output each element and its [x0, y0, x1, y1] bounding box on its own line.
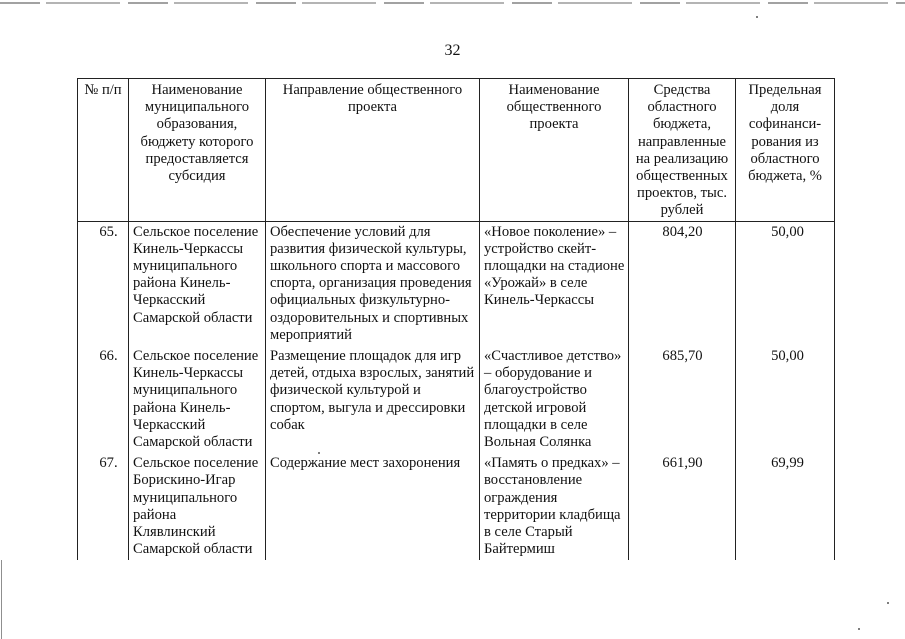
header-funds: Средства областного бюджета, направленные на реализацию общественных проектов, тыс. рублей [629, 79, 736, 222]
row-funds: 804,20 [629, 221, 736, 346]
row-share: 50,00 [736, 221, 835, 346]
row-funds: 685,70 [629, 346, 736, 453]
row-share: 69,99 [736, 453, 835, 560]
header-share: Предельная доля софинанси-рования из областного бюджета, % [736, 79, 835, 222]
subsidy-table [77, 78, 835, 560]
row-direction: Обеспечение условий для развития физической культуры, школьного спорта и массового спорта, организация проведения официальных физкультурно-оздоровительных и спортивных мероприятий [266, 221, 480, 346]
scan-speck [858, 628, 860, 630]
scan-top-edge [0, 2, 905, 4]
row-number: 66. [78, 346, 129, 453]
row-project: «Счастливое детство» – оборудование и благоустройство детской игровой площадки в селе Вольная Солянка [480, 346, 629, 453]
table-row [78, 453, 835, 560]
table-row [78, 221, 835, 346]
row-municipality: Сельское поселение Кинель-Черкассы муниципального района Кинель-Черкасский Самарской области [129, 221, 266, 346]
scan-left-edge [1, 560, 2, 639]
header-direction: Направление общественного проекта [266, 79, 480, 222]
scan-speck [887, 602, 889, 604]
header-project: Наименование общественного проекта [480, 79, 629, 222]
page-number: 32 [444, 42, 461, 59]
row-number: 67. [78, 453, 129, 560]
row-direction: Размещение площадок для игр детей, отдыха взрослых, занятий физической культурой и спортом, выгула и дрессировки собак [266, 346, 480, 453]
header-number: № п/п [78, 79, 129, 222]
scan-speck [756, 16, 758, 18]
row-direction: Содержание мест захоронения [266, 453, 480, 560]
row-project: «Новое поколение» – устройство скейт-площадки на стадионе «Урожай» в селе Кинель-Черкассы [480, 221, 629, 346]
row-municipality: Сельское поселение Борискино-Игар муниципального района Клявлинский Самарской области [129, 453, 266, 560]
row-municipality: Сельское поселение Кинель-Черкассы муниципального района Кинель-Черкасский Самарской области [129, 346, 266, 453]
table-row [78, 346, 835, 453]
row-number: 65. [78, 221, 129, 346]
row-share: 50,00 [736, 346, 835, 453]
header-municipality: Наименование муниципального образования, бюджету которого предоставляется субсидия [129, 79, 266, 222]
row-project: «Память о предках» – восстановление ограждения территории кладбища в селе Старый Байтермиш [480, 453, 629, 560]
row-funds: 661,90 [629, 453, 736, 560]
table-header-row [78, 79, 835, 222]
